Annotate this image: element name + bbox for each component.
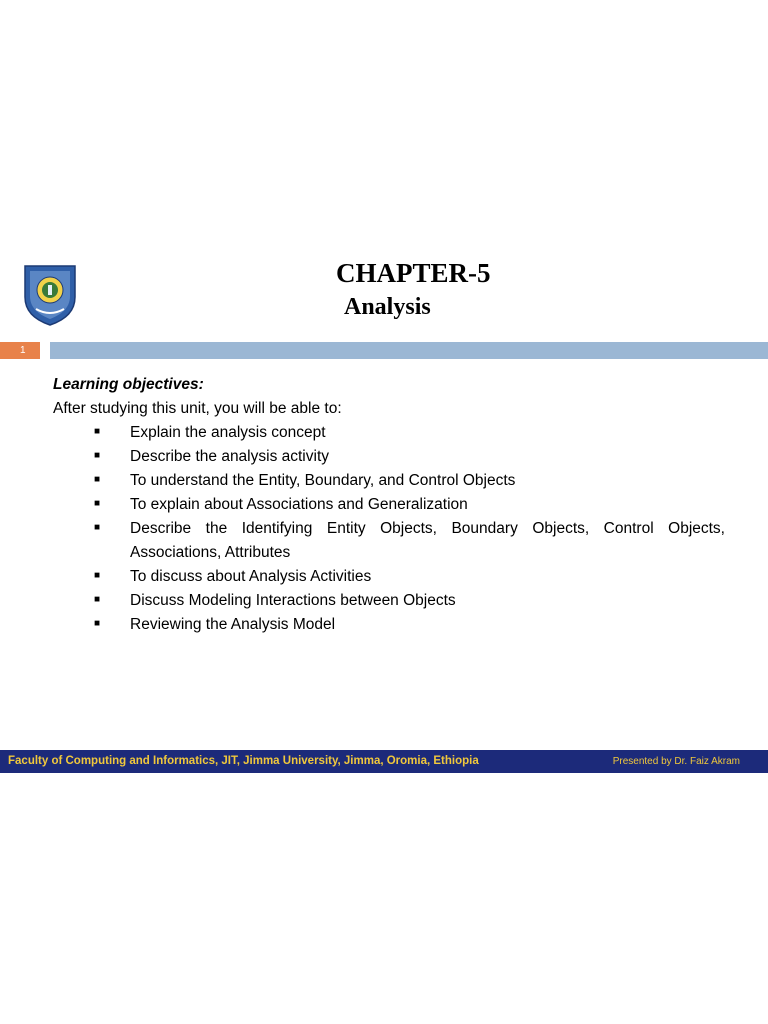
header-bar xyxy=(50,342,768,359)
list-item xyxy=(53,517,725,565)
list-item xyxy=(53,613,725,637)
footer-institution: Faculty of Computing and Informatics, JIT, Jimma University, Jimma, Oromia, Ethiopia xyxy=(8,755,479,767)
square-bullet-icon: ■ xyxy=(94,426,101,437)
objectives-intro: After studying this unit, you will be able to: xyxy=(53,400,342,417)
objective-text: To discuss about Analysis Activities xyxy=(130,568,372,585)
footer-bar xyxy=(0,750,768,773)
square-bullet-icon: ■ xyxy=(94,570,101,581)
list-item xyxy=(53,469,725,493)
list-item xyxy=(53,421,725,445)
objective-text: To explain about Associations and Generalization xyxy=(130,496,468,513)
objective-text: Discuss Modeling Interactions between Objects xyxy=(130,592,456,609)
list-item xyxy=(53,565,725,589)
objective-text: Explain the analysis concept xyxy=(130,424,326,441)
objective-text: Describe the Identifying Entity Objects, Boundary Objects, Control Objects, Associations, Attributes xyxy=(130,520,725,561)
square-bullet-icon: ■ xyxy=(94,474,101,485)
list-item xyxy=(53,445,725,469)
chapter-subtitle: Analysis xyxy=(344,294,431,320)
objectives-heading: Learning objectives: xyxy=(53,376,204,393)
objectives-list xyxy=(53,421,725,637)
objective-text: Reviewing the Analysis Model xyxy=(130,616,336,633)
university-seal-logo xyxy=(22,263,78,327)
footer-presenter: Presented by Dr. Faiz Akram xyxy=(612,756,740,767)
square-bullet-icon: ■ xyxy=(94,522,101,533)
square-bullet-icon: ■ xyxy=(94,594,101,605)
objective-text: Describe the analysis activity xyxy=(130,448,329,465)
square-bullet-icon: ■ xyxy=(94,450,101,461)
square-bullet-icon: ■ xyxy=(94,498,101,509)
list-item xyxy=(53,493,725,517)
page-number: 1 xyxy=(0,342,40,359)
learning-objectives-section xyxy=(53,373,725,637)
square-bullet-icon: ■ xyxy=(94,618,101,629)
list-item xyxy=(53,589,725,613)
objective-text: To understand the Entity, Boundary, and Control Objects xyxy=(130,472,516,489)
chapter-title: CHAPTER-5 xyxy=(336,258,491,288)
